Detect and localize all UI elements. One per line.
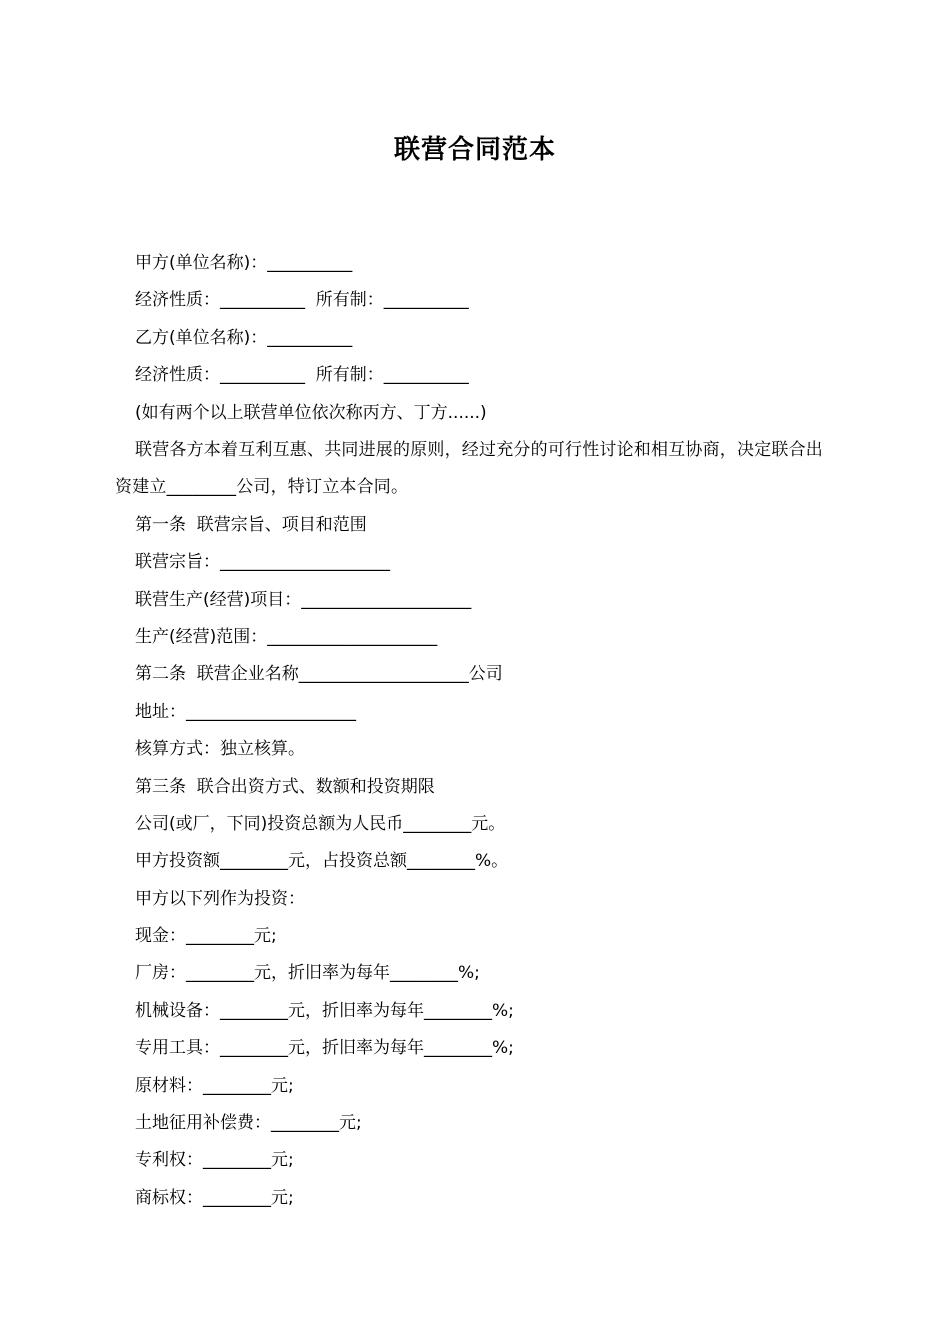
materials-line: 原材料：________元; [135, 1075, 294, 1096]
land-compensation-line: 土地征用补偿费：________元; [135, 1113, 362, 1134]
patent-line: 专利权：________元; [135, 1150, 294, 1171]
trademark-line: 商标权：________元; [135, 1187, 294, 1208]
party-a-nature-line: 经济性质：__________ 所有制：__________ [135, 290, 469, 311]
article-2-heading: 第二条 联营企业名称____________________公司 [135, 664, 503, 685]
article-3-heading: 第三条 联合出资方式、数额和投资期限 [135, 776, 435, 797]
total-investment-line: 公司(或厂，下同)投资总额为人民币________元。 [135, 813, 506, 834]
accounting-line: 核算方式：独立核算。 [135, 739, 305, 760]
party-b-name-line: 乙方(单位名称)：__________ [135, 327, 353, 348]
address-line: 地址：____________________ [135, 701, 356, 722]
cash-line: 现金：________元; [135, 926, 277, 947]
note-line: (如有两个以上联营单位依次称丙方、丁方......) [135, 402, 487, 423]
purpose-line: 联营宗旨：____________________ [135, 552, 390, 573]
tools-line: 专用工具：________元，折旧率为每年________%; [135, 1038, 514, 1059]
scope-line: 生产(经营)范围：____________________ [135, 626, 438, 647]
party-a-name-line: 甲方(单位名称)：__________ [135, 253, 353, 273]
party-a-investment-line: 甲方投资额________元，占投资总额________%。 [135, 851, 509, 872]
document-title: 联营合同范本 [393, 135, 556, 165]
party-b-nature-line: 经济性质：__________ 所有制：__________ [135, 365, 469, 386]
project-line: 联营生产(经营)项目：____________________ [135, 589, 472, 610]
plant-line: 厂房：________元，折旧率为每年________%; [135, 963, 480, 984]
party-a-items-intro: 甲方以下列作为投资： [135, 888, 305, 909]
document-body [115, 245, 840, 1217]
machinery-line: 机械设备：________元，折旧率为每年________%; [135, 1000, 514, 1021]
article-1-heading: 第一条 联营宗旨、项目和范围 [135, 514, 367, 535]
preamble-paragraph: 联营各方本着互利互惠、共同进展的原则，经过充分的可行性讨论和相互协商，决定联合出资建立________公司，特订立本合同。 [115, 439, 823, 498]
